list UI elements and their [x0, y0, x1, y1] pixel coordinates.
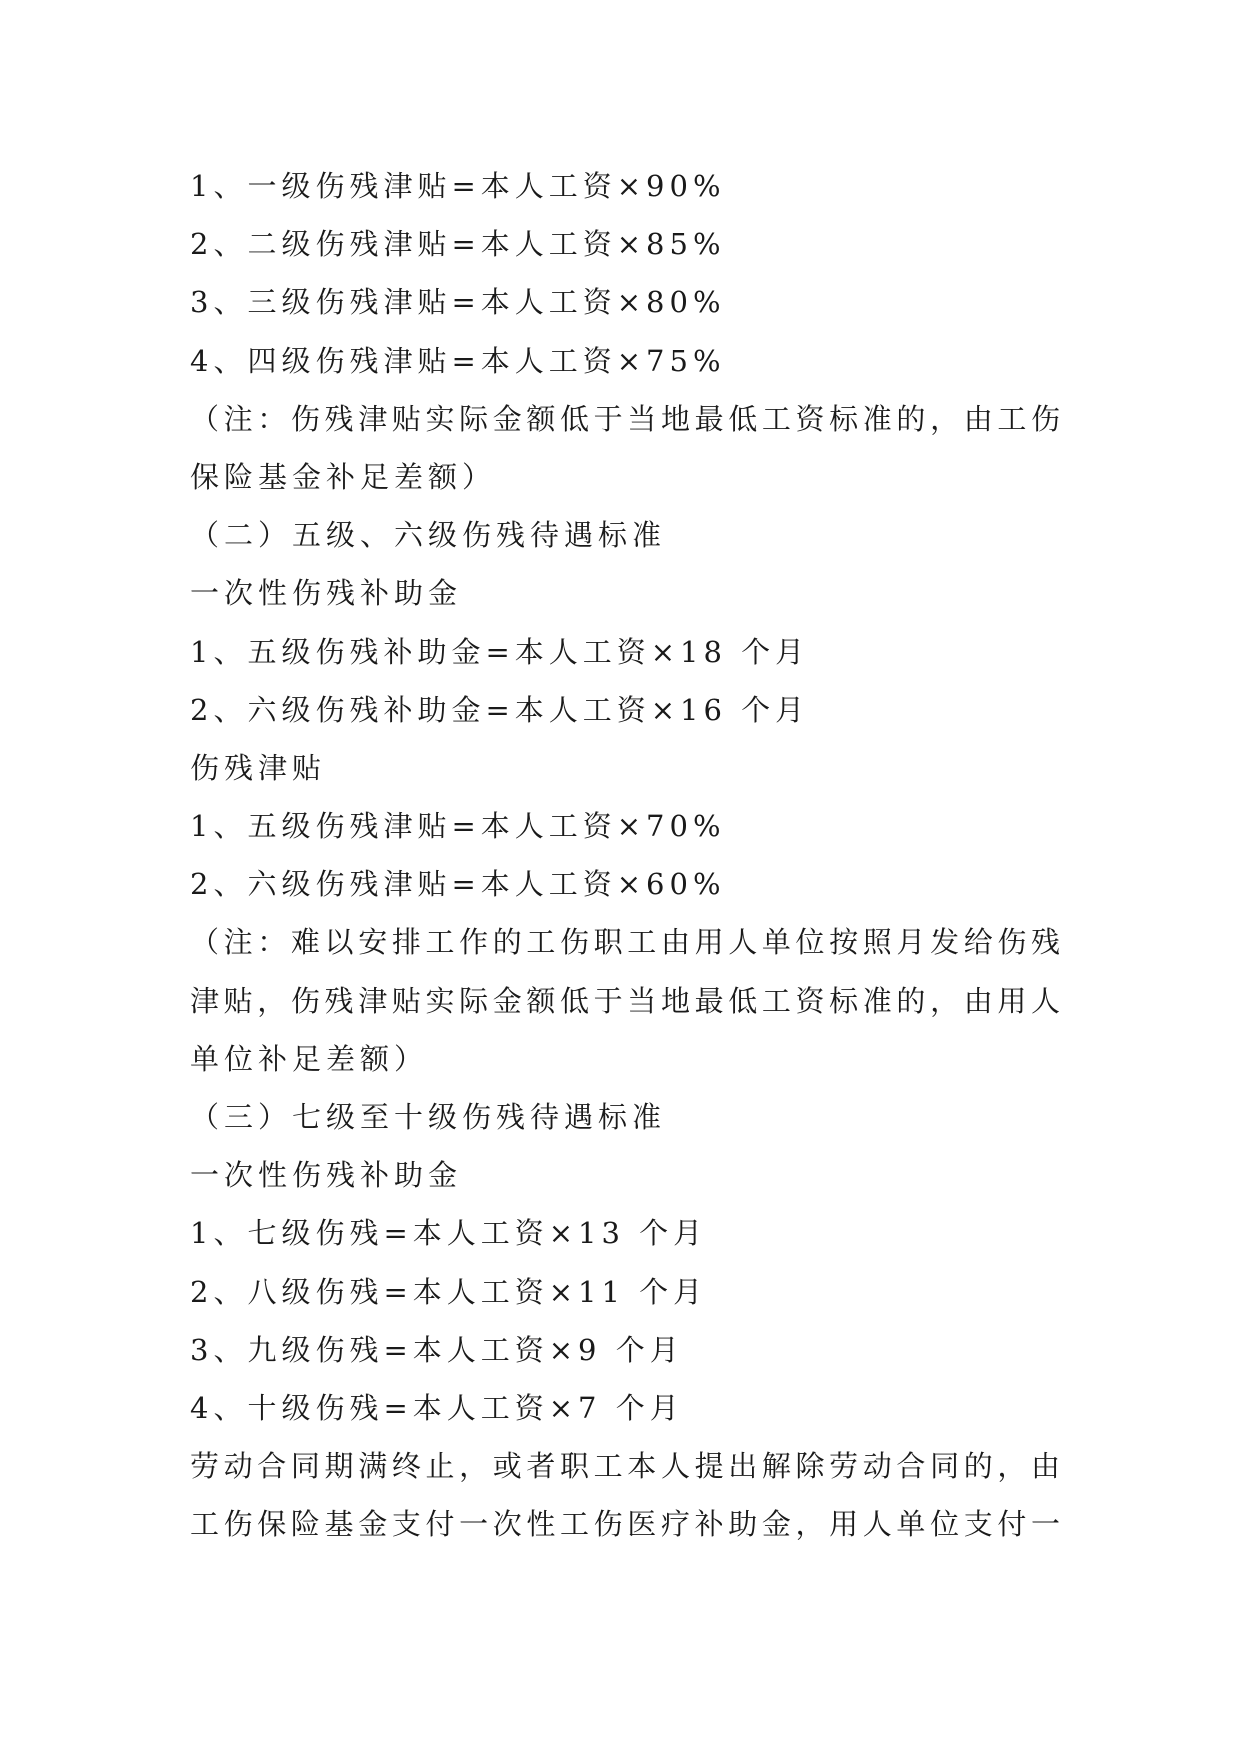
paragraph-line-1: 劳动合同期满终止，或者职工本人提出解除劳动合同的，由 — [190, 1449, 1060, 1484]
list-item-grade5-subsidy: 1、五级伤残补助金=本人工资×18 个月 — [190, 634, 810, 669]
note2-line-2: 津贴，伤残津贴实际金额低于当地最低工资标准的，由用人 — [190, 983, 1060, 1018]
paragraph-line-2: 工伤保险基金支付一次性工伤医疗补助金，用人单位支付一 — [190, 1507, 1060, 1542]
list-item-grade9: 3、九级伤残=本人工资×9 个月 — [190, 1332, 684, 1367]
list-item-grade5-allowance: 1、五级伤残津贴=本人工资×70% — [190, 809, 726, 844]
list-item-grade3-allowance: 3、三级伤残津贴=本人工资×80% — [190, 285, 726, 320]
list-item-grade4-allowance: 4、四级伤残津贴=本人工资×75% — [190, 343, 726, 378]
note2-line-1: （注：难以安排工作的工伤职工由用人单位按照月发给伤残 — [190, 925, 1060, 960]
subheading-lump-sum-2: 一次性伤残补助金 — [190, 1158, 463, 1193]
note2-line-3: 单位补足差额） — [190, 1041, 429, 1076]
list-item-grade7: 1、七级伤残=本人工资×13 个月 — [190, 1216, 708, 1251]
subheading-allowance: 伤残津贴 — [190, 750, 327, 785]
section-heading-grade7-10: （三）七级至十级伤残待遇标准 — [190, 1100, 667, 1134]
list-item-grade10: 4、十级伤残=本人工资×7 个月 — [190, 1390, 684, 1425]
note-line-1: （注：伤残津贴实际金额低于当地最低工资标准的，由工伤 — [190, 401, 1060, 436]
list-item-grade2-allowance: 2、二级伤残津贴=本人工资×85% — [190, 227, 726, 262]
section-heading-grade5-6: （二）五级、六级伤残待遇标准 — [190, 518, 667, 553]
list-item-grade8: 2、八级伤残=本人工资×11 个月 — [190, 1274, 708, 1309]
subheading-lump-sum: 一次性伤残补助金 — [190, 576, 463, 611]
list-item-grade6-allowance: 2、六级伤残津贴=本人工资×60% — [190, 867, 726, 902]
note-line-2: 保险基金补足差额） — [190, 459, 497, 494]
document-body — [190, 157, 1060, 1554]
list-item-grade1-allowance: 1、一级伤残津贴=本人工资×90% — [190, 169, 726, 203]
list-item-grade6-subsidy: 2、六级伤残补助金=本人工资×16 个月 — [190, 692, 810, 727]
